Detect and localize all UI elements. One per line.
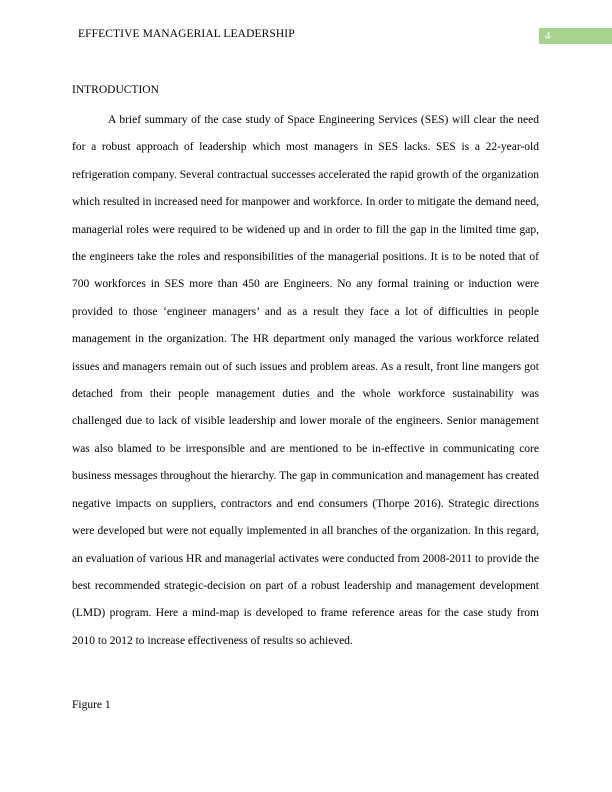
figure-caption: Figure 1 (72, 699, 111, 711)
body-paragraph: A brief summary of the case study of Space Engineering Services (SES) will clear the need for a robust approach of leadership which most managers in SES lacks. SES is a 22-year-old refrigeration company. Several contractual successes accelerated the rapid growth of the organization which resulted in increased need for manpower and workforce. In order to mitigate the demand need, managerial roles were required to be widened up and in order to fill the gap in the limited time gap, the engineers take the roles and responsibilities of the managerial positions. It is to be noted that of 700 workforces in SES more than 450 are Engineers. No any formal training or induction were provided to those ‘engineer managers’ and as a result they face a lot of difficulties in people management in the organization. The HR department only managed the various workforce related issues and managers remain out of such issues and problem areas. As a result, front line mangers got detached from their people management duties and the whole workforce sustainability was challenged due to lack of visible leadership and lower morale of the engineers. Senior management was also blamed to be irresponsible and are mentioned to be in-effective in communicating core business messages throughout the hierarchy. The gap in communication and management has created negative impacts on suppliers, contractors and end consumers (Thorpe 2016). Strategic directions were developed but were not equally implemented in all branches of the organization. In this regard, an evaluation of various HR and managerial activates were conducted from 2008-2011 to provide the best recommended strategic-decision on part of a robust leadership and management development (LMD) program. Here a mind-map is developed to frame reference areas for the case study from 2010 to 2012 to increase effectiveness of results so achieved. (72, 114, 539, 647)
section-heading: INTRODUCTION (72, 84, 159, 96)
running-header-title: EFFECTIVE MANAGERIAL LEADERSHIP (78, 28, 295, 40)
page-number: 4 (539, 28, 612, 44)
